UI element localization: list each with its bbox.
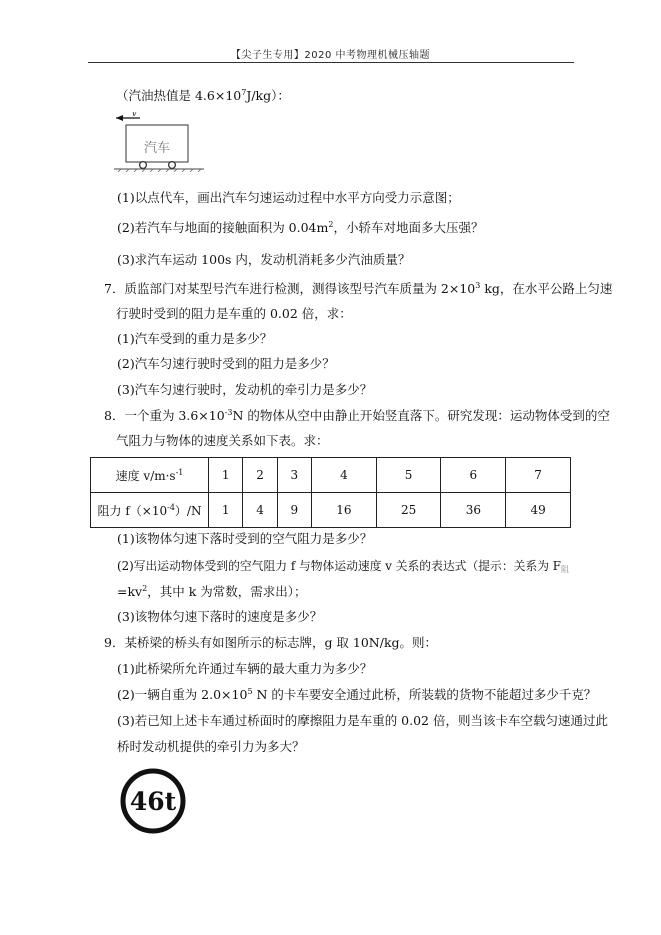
velocity-label: v [132,112,137,118]
q9-stem: 9．某桥梁的桥头有如图所示的标志牌，g 取 10N/kg。则： [104,635,438,650]
speed-cell: 4 [312,458,377,493]
q6-sub3: (3)求汽车运动 100s 内，发动机消耗多少汽油质量？ [117,252,411,267]
q8-sub2-line2: $=kv^2$，其中 k 为常数，需求出）； [117,584,307,599]
speed-cell: 5 [376,458,441,493]
q6-sub2: (2)若汽车与地面的接触面积为 $0.04m^2$，小轿车对地面多大压强？ [117,220,484,235]
q7-stem-line2: 行驶时受到的阻力是车重的 0.02 倍，求： [116,306,352,321]
table-row-speed [91,458,571,493]
table-row-resistance [91,493,571,528]
q9-sub1: (1)此桥梁所允许通过车辆的最大重力为多少？ [117,661,373,676]
speed-resistance-table [90,457,571,528]
bridge-weight-limit-sign [120,768,186,834]
resistance-cell: 4 [243,493,277,528]
q7-sub3: (3)汽车匀速行驶时，发动机的牵引力是多少？ [117,382,373,397]
resistance-header: 阻力 $f(\times 10^{-4})/N$ [91,493,209,528]
q8-stem-line2: 气阻力与物体的速度关系如下表。求： [116,433,329,448]
q8-sub2: (2)写出运动物体受到的空气阻力 f 与物体运动速度 v 关系的表达式（提示：关系为 $F_阻$ [117,559,569,574]
q9-sub2: (2)一辆自重为 $2.0\times 10^5$ N 的卡车要安全通过此桥，所装载的货物不能超过多少千克？ [117,687,597,702]
car-diagram [114,112,204,172]
q7-stem: 7．质监部门对某型号汽车进行检测，测得该型号汽车质量为 $2\times 10^3$ kg，在水平公路上匀速 [104,281,613,296]
resistance-cell: 9 [277,493,311,528]
sign-label: 46t [129,787,177,816]
resistance-cell: 1 [209,493,243,528]
car-wheel-left [140,162,147,169]
velocity-arrowhead [116,115,123,121]
car-wheel-right [169,162,176,169]
q8-stem: 8．一个重为 $3.6\times 10^{-3}N$ 的物体从空中由静止开始竖直落下。研究发现：运动物体受到的空 [104,408,610,423]
speed-cell: 1 [209,458,243,493]
speed-header: 速度 $v/m\cdot s^{-1}$ [91,458,209,493]
q8-sub3: (3)该物体匀速下落时的速度是多少？ [117,609,323,624]
q9-sub3-line2: 桥时发动机提供的牵引力为多大？ [117,739,305,754]
speed-cell: 2 [243,458,277,493]
resistance-cell: 25 [376,493,441,528]
speed-cell: 3 [277,458,311,493]
resistance-cell: 36 [441,493,506,528]
q9-sub3: (3)若已知上述卡车通过桥面时的摩擦阻力是车重的 0.02 倍，则当该卡车空载匀速通过此 [117,713,608,728]
resistance-cell: 49 [506,493,571,528]
q6-sub1: (1)以点代车，画出汽车匀速运动过程中水平方向受力示意图； [117,190,460,205]
resistance-cell: 16 [312,493,377,528]
q7-sub2: (2)汽车匀速行驶时受到的阻力是多少？ [117,356,335,371]
car-label: 汽车 [143,141,171,156]
page-header: 【尖子生专用】2020 中考物理机械压轴题 [230,50,431,61]
heat-value-note: （汽油热值是 $4.6\times 10^7J/kg$）： [116,88,290,103]
header-rule [88,62,574,63]
speed-cell: 7 [506,458,571,493]
speed-cell: 6 [441,458,506,493]
q8-sub1: (1)该物体匀速下落时受到的空气阻力是多少？ [117,531,373,546]
q7-sub1: (1)汽车受到的重力是多少？ [117,331,273,346]
